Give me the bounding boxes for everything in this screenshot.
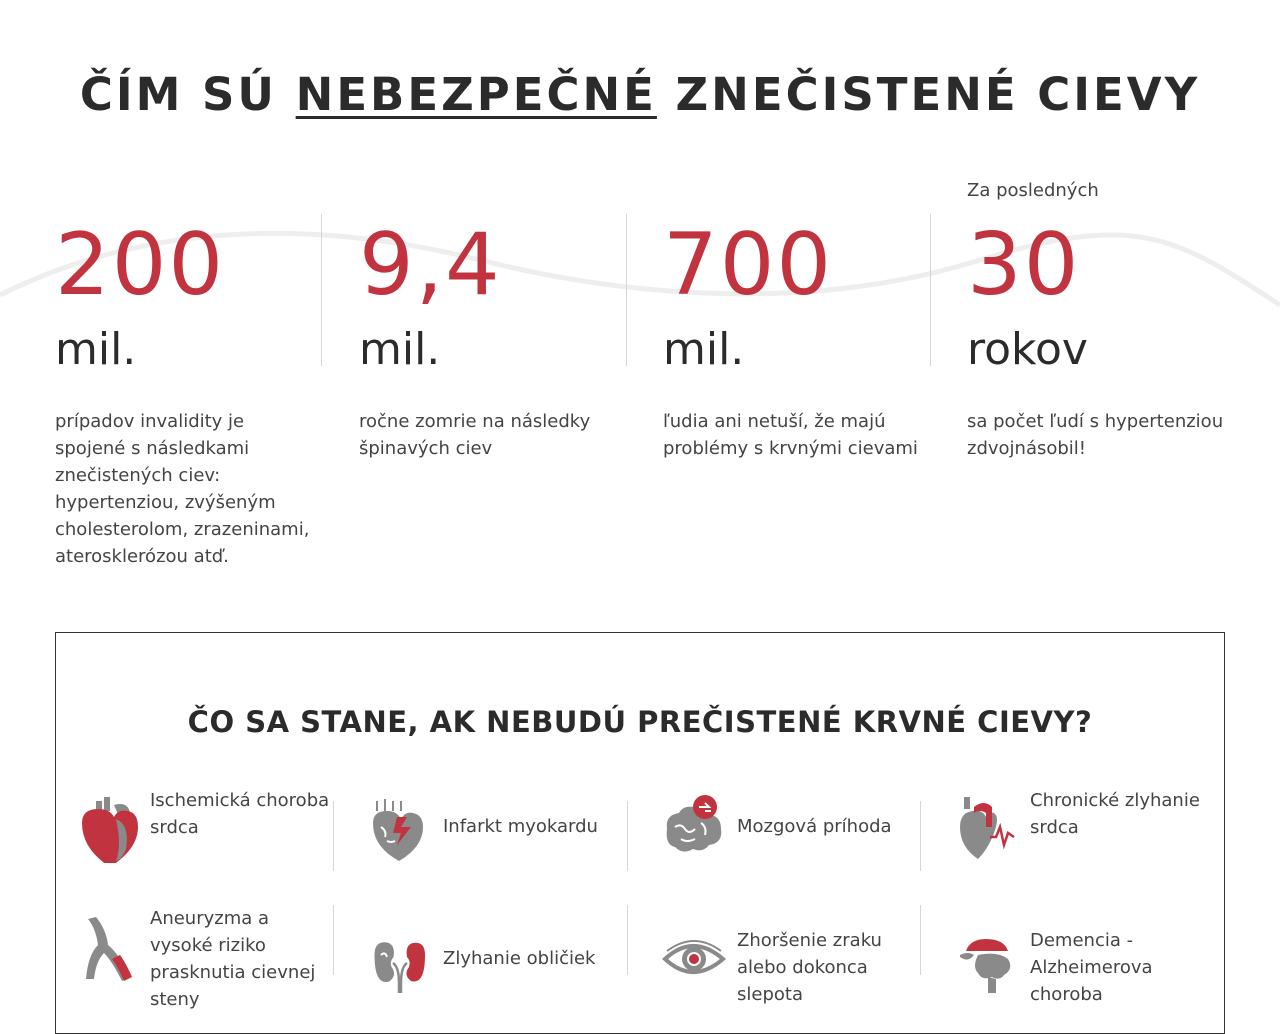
- consequence-label: Infarkt myokardu: [443, 816, 598, 837]
- title-underlined: NEBEZPEČNÉ: [295, 68, 657, 121]
- stat-prefix: Za posledných: [967, 180, 1099, 201]
- consequence-label: Chronické zlyhanie srdca: [1030, 790, 1200, 838]
- title-part-2: ZNEČISTENÉ CIEVY: [675, 68, 1201, 121]
- stat-number: 200: [55, 215, 226, 315]
- stat-divider: [626, 214, 627, 366]
- item-divider: [920, 801, 921, 871]
- consequence-item-aneurysm: [74, 908, 334, 1010]
- eye-icon: [661, 933, 727, 1003]
- stat-unit: mil.: [55, 324, 137, 375]
- stat-description: prípadov invalidity je spojené s následkami znečistených ciev: hypertenziou, zvýšeným cholesterolom, zrazeninami, aterosklerózou atď.: [55, 411, 310, 567]
- consequence-item-dementia: [954, 930, 1216, 1013]
- kidneys-icon: [367, 933, 433, 1003]
- stat-description: ľudia ani netuší, že majú problémy s krvnými cievami: [663, 411, 918, 459]
- consequence-label: Demencia - Alzheimerova choroba: [1030, 930, 1153, 1005]
- item-divider: [627, 801, 628, 871]
- stat-unit: mil.: [663, 324, 745, 375]
- consequence-item-vision: [661, 930, 921, 1013]
- stat-number: 700: [663, 215, 834, 315]
- item-divider: [333, 905, 334, 975]
- brain-stroke-icon: [661, 793, 727, 863]
- item-divider: [920, 905, 921, 975]
- stat-number: 30: [967, 215, 1081, 315]
- item-divider: [627, 905, 628, 975]
- stat-description: sa počet ľudí s hypertenziou zdvojnásobil!: [967, 411, 1224, 459]
- item-divider: [333, 801, 334, 871]
- consequence-label: Zlyhanie obličiek: [443, 948, 596, 969]
- stat-unit: mil.: [359, 324, 441, 375]
- stat-unit: rokov: [967, 324, 1088, 375]
- consequence-label: Mozgová príhoda: [737, 816, 892, 837]
- consequence-item-heart-failure: [954, 790, 1216, 873]
- stat-number: 9,4: [359, 215, 502, 315]
- heart-failure-icon: [954, 793, 1020, 863]
- stat-divider: [930, 214, 931, 366]
- heart-icon: [74, 793, 140, 863]
- heart-attack-icon: [367, 793, 433, 863]
- consequences-box: [55, 632, 1225, 1034]
- stat-description: ročne zomrie na následky špinavých ciev: [359, 411, 591, 459]
- consequence-item-stroke: [661, 793, 921, 873]
- title-part-1: ČÍM SÚ: [79, 68, 277, 121]
- consequence-item-kidneys: [367, 933, 627, 1013]
- consequence-label: Zhoršenie zraku alebo dokonca slepota: [737, 930, 882, 1005]
- consequences-title: ČO SA STANE, AK NEBUDÚ PREČISTENÉ KRVNÉ CIEVY?: [187, 705, 1093, 739]
- consequence-item-ischemic: [74, 790, 334, 873]
- stat-divider: [321, 214, 322, 366]
- artery-icon: [74, 915, 140, 985]
- consequence-item-infarct: [367, 793, 627, 873]
- consequence-label: Ischemická choroba srdca: [150, 790, 330, 838]
- page-title: [0, 68, 1280, 121]
- consequence-label: Aneuryzma a vysoké riziko prasknutia cievnej steny: [150, 908, 316, 1010]
- brain-dementia-icon: [954, 933, 1020, 1003]
